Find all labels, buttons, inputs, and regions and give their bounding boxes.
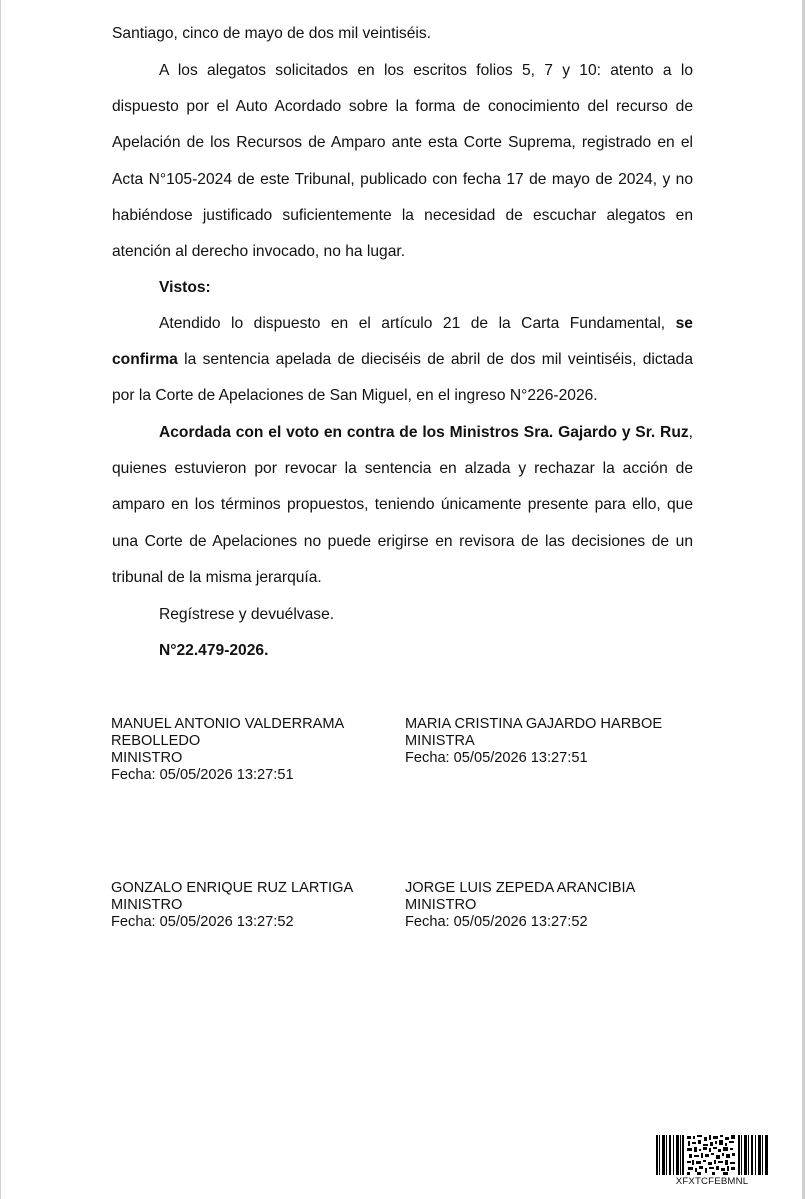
signature-date: Fecha: 05/05/2026 13:27:52 xyxy=(405,914,588,930)
signature-block-zepeda xyxy=(405,880,635,931)
barcode-icon xyxy=(656,1135,768,1175)
signature-date: Fecha: 05/05/2026 13:27:52 xyxy=(111,914,294,930)
signature-block-gajardo xyxy=(405,716,662,767)
signature-block-ruz xyxy=(111,880,353,931)
signature-name: MARIA CRISTINA GAJARDO HARBOE xyxy=(405,716,663,732)
paragraph-alegatos-text: A los alegatos solicitados en los escritos folios 5, 7 y 10: atento a lo dispuesto por el Auto Acordado sobre la forma de conocimiento del recurso de Apelación de los Recursos de Amparo ante esta Corte Suprema, registrado en el Acta N°105-2024 de este Tribunal, publicado con fecha 17 de mayo de 2024, y no habiéndose justificado suficientemente la necesidad de escuchar alegatos en atención al derecho invocado, no ha lugar. xyxy=(112,62,693,261)
signature-role: MINISTRO xyxy=(111,897,183,913)
case-number xyxy=(112,633,693,669)
closing-line-text: Regístrese y devuélvase. xyxy=(159,606,335,623)
verification-code: XFXTCFEBMNL xyxy=(675,1176,749,1187)
closing-line xyxy=(112,597,693,633)
paragraph-alegatos xyxy=(112,53,693,270)
paragraph-confirma-intro: Atendido lo dispuesto en el artículo 21 de la Carta Fundamental, xyxy=(159,315,666,332)
vistos-heading xyxy=(112,270,693,306)
paragraph-voto-rest: , quienes estuvieron por revocar la sentencia en alzada y rechazar la acción de amparo en los términos propuestos, teniendo únicamente presente para ello, que una Corte de Apelaciones no puede erigirse en revisora de las decisiones de un tribunal de la misma jerarquía. xyxy=(112,424,693,586)
vistos-heading-text: Vistos: xyxy=(159,279,211,296)
signature-name: JORGE LUIS ZEPEDA ARANCIBIA xyxy=(405,880,636,896)
date-line xyxy=(112,16,693,52)
date-line-text: Santiago, cinco de mayo de dos mil veintiséis. xyxy=(112,25,431,42)
signature-role: MINISTRO xyxy=(111,750,183,766)
signature-name: MANUEL ANTONIO VALDERRAMA xyxy=(111,716,345,732)
signature-block-valderrama xyxy=(111,716,344,784)
paragraph-confirma xyxy=(112,306,693,415)
paragraph-confirma-rest: la sentencia apelada de dieciséis de abril de dos mil veintiséis, dictada por la Corte de Apelaciones de San Miguel, en el ingreso N°226-2026. xyxy=(112,351,693,405)
signature-name-continued: REBOLLEDO xyxy=(111,733,201,749)
signature-name: GONZALO ENRIQUE RUZ LARTIGA xyxy=(111,880,354,896)
signature-date: Fecha: 05/05/2026 13:27:51 xyxy=(111,767,294,783)
signature-role: MINISTRA xyxy=(405,733,475,749)
page-left-edge xyxy=(0,0,1,1199)
paragraph-voto-en-contra xyxy=(112,415,693,596)
signature-date: Fecha: 05/05/2026 13:27:51 xyxy=(405,750,588,766)
case-number-text: N°22.479-2026. xyxy=(159,642,269,659)
verification-barcode xyxy=(656,1135,768,1187)
paragraph-voto-bold: Acordada con el voto en contra de los Ministros Sra. Gajardo y Sr. Ruz xyxy=(159,424,689,441)
signature-role: MINISTRO xyxy=(405,897,477,913)
paragraph-confirma-bold: se confirma xyxy=(112,315,693,369)
